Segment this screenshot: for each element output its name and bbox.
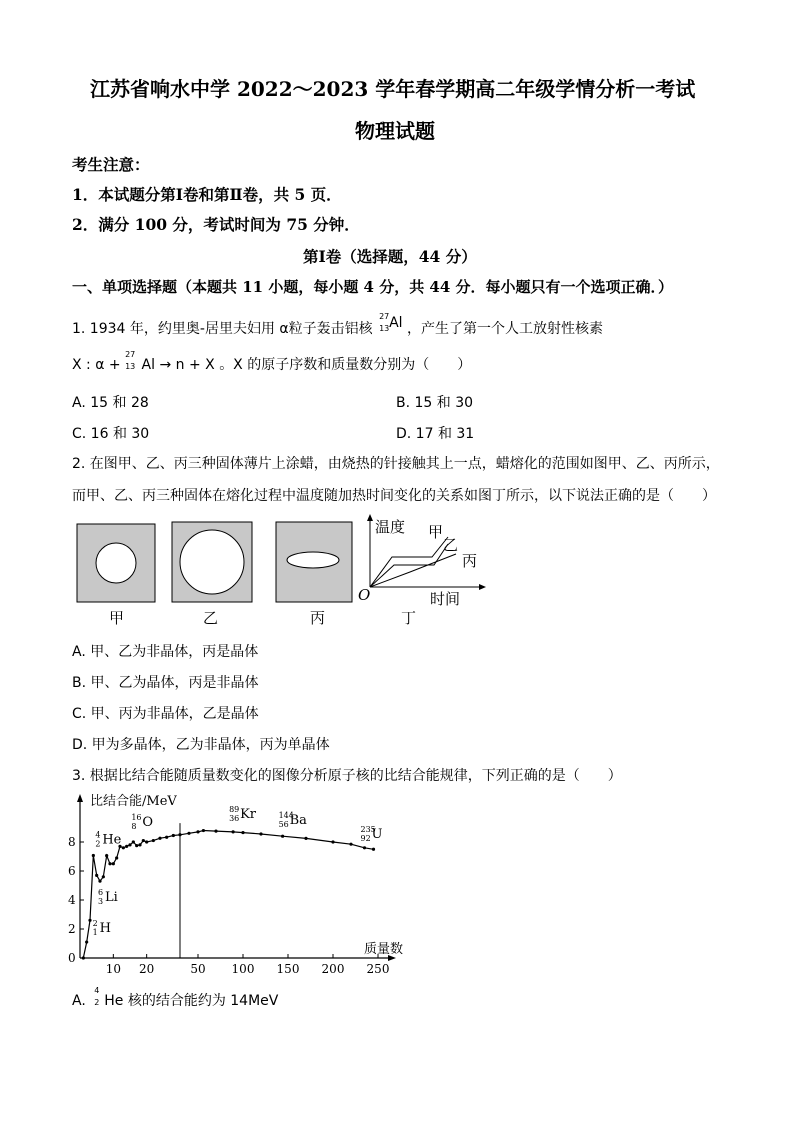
fig-ding-x-arrow: [479, 584, 486, 590]
q2-figures: [70, 512, 490, 632]
chart-data-point: [196, 830, 199, 833]
chart-data-point: [304, 837, 307, 840]
chart-y-tick-label: 0: [68, 951, 76, 965]
chart-y-tick-label: 2: [68, 922, 76, 936]
chart-annotation-mass: 89: [229, 804, 240, 814]
chart-data-point: [122, 846, 125, 849]
q3-stem: 3. 根据比结合能随质量数变化的图像分析原子核的比结合能规律，下列正确的是（ ）: [72, 768, 622, 784]
chart-x-tick-label: 100: [231, 962, 255, 976]
chart-data-point: [202, 829, 205, 832]
section-heading: 一、单项选择题（本题共 11 小题，每小题 4 分，共 44 分．每小题只有一个选项正确．）: [72, 278, 674, 296]
q1-stem-a: 1. 1934 年，约里奥-居里夫妇用 α粒子轰击铝核: [72, 321, 373, 337]
chart-data-point: [132, 840, 135, 843]
chart-series-line: [83, 831, 373, 959]
chart-data-point: [165, 836, 168, 839]
chart-annotation-atomic: 2: [95, 839, 101, 849]
chart-x-tick-label: 20: [139, 962, 155, 976]
chart-data-point: [281, 835, 284, 838]
chart-x-label: 质量数: [364, 942, 404, 957]
chart-annotation-mass: 144: [278, 811, 294, 821]
chart-annotation-atomic: 3: [98, 897, 104, 907]
chart-annotation-atomic: 8: [131, 822, 137, 831]
fig-ding-y-arrow: [367, 514, 373, 521]
exam-title: 江苏省响水中学 2022～2023 学年春学期高二年级学情分析一考试: [90, 77, 696, 101]
chart-data-point: [232, 830, 235, 833]
fig-ding-label-bing: 丙: [462, 552, 478, 570]
q1-option-b: B. 15 和 30: [396, 395, 474, 411]
chart-annotation-atomic: 92: [360, 833, 371, 843]
chart-data-point: [158, 837, 161, 840]
q3-option-a-rest: He 核的结合能约为 14MeV: [104, 993, 279, 1009]
fig-jia-melt: [96, 543, 136, 583]
chart-data-point: [105, 854, 108, 857]
q2-option-b: B. 甲、乙为晶体，丙是非晶体: [72, 675, 259, 691]
q1-option-c: C. 16 和 30: [72, 426, 150, 442]
fig-caption-bing: 丙: [310, 609, 326, 627]
notice-item-2: 2．满分 100 分，考试时间为 75 分钟．: [72, 215, 360, 234]
fig-caption-jia: 甲: [109, 609, 125, 627]
chart-data-point: [142, 839, 145, 842]
q1-al-nuclide: [377, 312, 390, 334]
chart-data-point: [135, 844, 138, 847]
chart-x-tick-label: 250: [366, 962, 390, 976]
chart-annotation-symbol: Kr: [240, 806, 257, 822]
chart-annotation-atomic: 36: [229, 813, 240, 823]
fig-yi-melt: [180, 530, 244, 594]
chart-data-point: [138, 843, 141, 846]
chart-data-point: [112, 862, 115, 865]
q1-eq-rest: Al → n + X: [141, 357, 215, 373]
q1-al-sub: 13: [379, 324, 390, 333]
fig-ding-label-jia: 甲: [428, 523, 444, 541]
chart-y-tick-label: 4: [68, 893, 76, 907]
fig-ding-curve-bing: [370, 554, 456, 587]
chart-annotation-symbol: He: [102, 832, 122, 848]
fig-ding-y-label: 温度: [375, 518, 406, 536]
chart-x-tick-label: 10: [105, 962, 121, 976]
q1-stem-line1: [72, 312, 603, 338]
chart-annotation-atomic: 56: [278, 820, 289, 830]
chart-data-point: [372, 848, 375, 851]
chart-annotation-atomic: 1: [92, 928, 98, 938]
chart-data-point: [349, 843, 352, 846]
chart-annotation-symbol: Li: [105, 890, 118, 906]
chart-y-tick-label: 6: [68, 864, 76, 878]
q1-eq-nuclide: [125, 350, 137, 371]
chart-data-point: [95, 874, 98, 877]
chart-data-point: [85, 940, 88, 943]
chart-data-point: [145, 840, 148, 843]
binding-energy-chart: [62, 786, 412, 978]
q1-option-d: D. 17 和 31: [396, 426, 475, 442]
fig-ding-x-label: 时间: [430, 590, 461, 608]
fig-caption-ding: 丁: [401, 609, 417, 627]
chart-annotation-symbol: Ba: [289, 813, 307, 829]
q2-stem-line2: 而甲、乙、丙三种固体在熔化过程中温度随加热时间变化的关系如图丁所示，以下说法正确的是（ ）: [72, 488, 716, 504]
fig-caption-yi: 乙: [203, 609, 219, 627]
q2-stem-line1: 2. 在图甲、乙、丙三种固体薄片上涂蜡，由烧热的针接触其上一点，蜡熔化的范围如图甲、乙、丙所示，: [72, 456, 720, 472]
q1-eq-sup: 27: [125, 350, 136, 359]
chart-data-point: [92, 854, 95, 857]
chart-x-tick-label: 200: [321, 962, 345, 976]
fig-bing-melt: [287, 552, 339, 568]
chart-annotation-symbol: O: [142, 815, 154, 830]
q3-he-nuclide: [94, 986, 104, 1007]
chart-annotation-symbol: H: [99, 921, 112, 937]
chart-annotation-symbol: U: [371, 826, 383, 842]
chart-y-label: 比结合能/MeV: [90, 794, 177, 809]
chart-annotation-mass: 4: [95, 830, 101, 840]
q3-option-a: [72, 986, 279, 1010]
chart-data-point: [125, 845, 128, 848]
chart-annotation-mass: 6: [98, 888, 104, 898]
q1-option-a: A. 15 和 28: [72, 395, 149, 411]
q1-eq-prefix: X : α +: [72, 357, 121, 373]
chart-data-point: [108, 862, 111, 865]
q3-option-a-prefix: A.: [72, 993, 86, 1009]
q1-stem-c: 。X 的原子序数和质量数分别为（ ）: [219, 357, 472, 373]
chart-annotation-mass: 16: [131, 813, 142, 822]
chart-y-arrow: [77, 794, 83, 802]
chart-data-point: [214, 830, 217, 833]
chart-data-point: [102, 875, 105, 878]
chart-y-tick-label: 8: [68, 835, 76, 849]
part1-heading: 第Ⅰ卷（选择题，44 分）: [303, 247, 477, 266]
q2-option-a: A. 甲、乙为非晶体，丙是晶体: [72, 644, 259, 660]
chart-data-point: [98, 880, 101, 883]
exam-subtitle: 物理试题: [355, 119, 435, 143]
chart-data-point: [187, 832, 190, 835]
fig-ding-origin: O: [358, 586, 371, 604]
fig-ding-label-yi: 乙: [443, 536, 459, 554]
q1-eq-sub: 13: [125, 362, 136, 371]
notice-item-1: 1．本试题分第Ⅰ卷和第Ⅱ卷，共 5 页．: [72, 185, 342, 204]
q1-al-sup: 27: [379, 312, 390, 321]
q1-stem-b: ，产生了第一个人工放射性核素: [407, 321, 603, 337]
chart-data-point: [88, 919, 91, 922]
q1-equation-line: [72, 350, 472, 374]
q2-option-c: C. 甲、丙为非晶体，乙是晶体: [72, 706, 259, 722]
chart-data-point: [331, 840, 334, 843]
fig-ding-curve-yi: [370, 544, 448, 587]
q3-he-sub: 2: [94, 998, 100, 1007]
chart-x-tick-label: 150: [276, 962, 300, 976]
chart-data-point: [178, 833, 181, 836]
chart-data-point: [82, 956, 85, 959]
chart-annotation-mass: 235: [360, 824, 376, 834]
chart-data-point: [172, 834, 175, 837]
notice-heading: 考生注意：: [72, 155, 150, 174]
q3-he-sup: 4: [94, 986, 100, 995]
chart-data-point: [128, 843, 131, 846]
chart-data-point: [152, 839, 155, 842]
q2-option-d: D. 甲为多晶体，乙为非晶体，丙为单晶体: [72, 737, 330, 753]
chart-data-point: [363, 846, 366, 849]
q1-al-symbol: Al: [389, 315, 403, 331]
chart-annotation-mass: 2: [92, 919, 98, 929]
chart-data-point: [115, 856, 118, 859]
chart-data-point: [259, 832, 262, 835]
chart-x-tick-label: 50: [190, 962, 206, 976]
chart-data-point: [241, 831, 244, 834]
